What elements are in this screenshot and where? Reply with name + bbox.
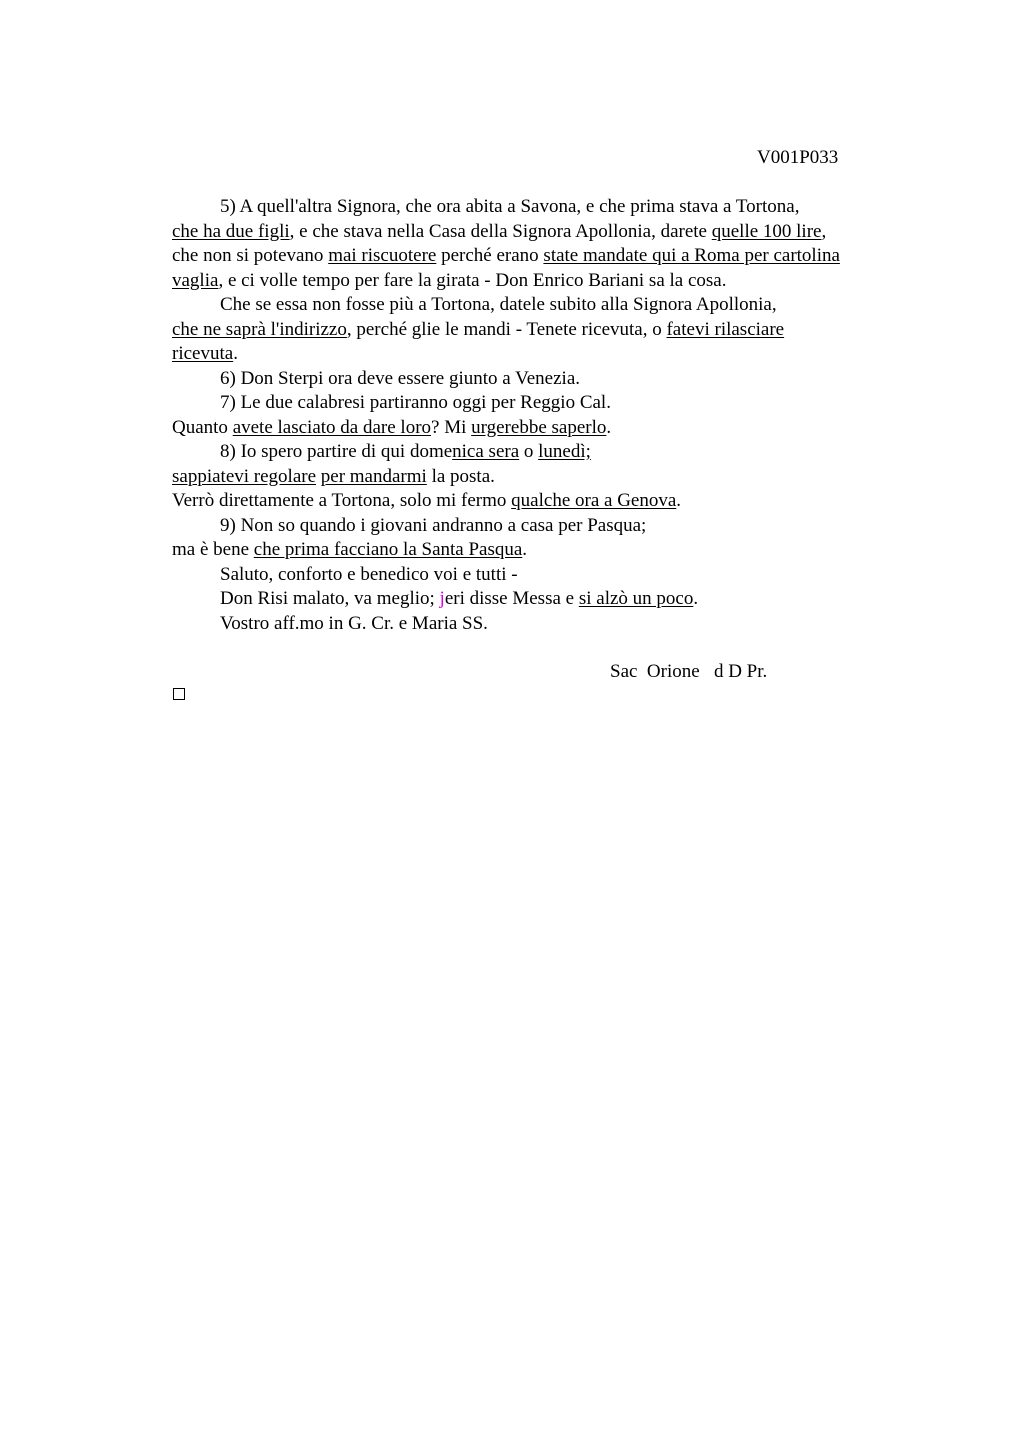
letter-body <box>172 195 912 636</box>
text-segment: 9) Non so quando i giovani andranno a casa per Pasqua; <box>220 514 647 536</box>
text-segment: Verrò direttamente a Tortona, solo mi fermo <box>172 490 512 511</box>
text-segment: . <box>233 343 238 364</box>
text-line <box>172 440 912 465</box>
underlined-text: che ha due figli <box>172 220 290 242</box>
text-segment: . <box>676 490 682 511</box>
text-segment: Quanto <box>172 416 233 438</box>
text-line <box>172 612 912 637</box>
text-segment: , perché glie le mandi - Tenete ricevuta, o <box>346 318 667 340</box>
text-line <box>172 367 912 392</box>
text-line <box>172 416 912 441</box>
underlined-text: qualche ora a Genova <box>511 490 677 511</box>
text-line <box>172 587 912 612</box>
text-segment: 8) Io spero partire di qui dome <box>220 441 453 462</box>
text-segment: ? Mi <box>431 416 472 438</box>
text-segment: 6) Don Sterpi ora deve essere giunto a Venezia. <box>220 367 580 389</box>
text-segment: Don Risi malato, va meglio; <box>220 588 440 609</box>
underlined-text: vaglia <box>172 269 219 291</box>
signature: Sac Orione d D Pr. <box>610 661 768 682</box>
text-segment: ma è bene <box>172 539 254 560</box>
text-segment: , e ci volle tempo per fare la girata - Don Enrico Bariani sa la cosa. <box>218 269 727 291</box>
checkbox-square-icon <box>173 688 185 700</box>
text-segment: Che se essa non fosse più a Tortona, datele subito alla Signora Apollonia, <box>220 294 777 315</box>
text-segment: 5) A quell'altra Signora, che ora abita a Savona, e che prima stava a Tortona, <box>220 196 800 217</box>
text-segment: la posta. <box>426 465 495 487</box>
text-line <box>172 391 912 416</box>
text-segment: eri disse Messa e <box>444 588 579 609</box>
text-segment: o <box>519 441 539 462</box>
text-line <box>172 244 912 269</box>
text-segment: che non si potevano <box>172 245 329 266</box>
underlined-text: per mandarmi <box>320 465 427 487</box>
text-segment: 7) Le due calabresi partiranno oggi per Reggio Cal. <box>220 392 611 413</box>
underlined-text: avete lasciato da dare loro <box>232 416 432 438</box>
text-line <box>172 489 912 514</box>
underlined-text: sappiatevi regolare <box>172 465 317 487</box>
text-line <box>172 538 912 563</box>
text-segment: Vostro aff.mo in G. Cr. e Maria SS. <box>220 612 488 634</box>
text-line <box>172 342 912 367</box>
text-segment: . <box>606 416 612 438</box>
text-line <box>172 269 912 294</box>
text-line <box>172 465 912 490</box>
text-line <box>172 318 912 343</box>
underlined-text: che ne saprà l'indirizzo <box>172 318 347 340</box>
underlined-text: fatevi rilasciare <box>666 318 785 340</box>
page-id: V001P033 <box>757 147 839 168</box>
underlined-text: ricevuta <box>172 343 234 364</box>
text-line <box>172 563 912 588</box>
underlined-text: state mandate qui a Roma per cartolina <box>543 245 840 266</box>
highlighted-text: j <box>439 588 445 609</box>
underlined-text: quelle 100 lire <box>711 220 822 242</box>
text-line <box>172 514 912 539</box>
underlined-text: che prima facciano la Santa Pasqua <box>253 539 523 560</box>
text-segment: , e che stava nella Casa della Signora Apollonia, darete <box>289 220 712 242</box>
text-segment: , <box>821 220 827 242</box>
underlined-text: urgerebbe saperlo <box>471 416 607 438</box>
text-line <box>172 220 912 245</box>
text-line <box>172 293 912 318</box>
text-segment: . <box>693 588 699 609</box>
text-segment: Saluto, conforto e benedico voi e tutti - <box>220 563 518 585</box>
text-segment: perché erano <box>436 245 544 266</box>
underlined-text: lunedì; <box>538 441 591 462</box>
underlined-text: mai riscuotere <box>328 245 437 266</box>
text-line <box>172 195 912 220</box>
underlined-text: nica sera <box>452 441 520 462</box>
underlined-text: si alzò un poco <box>578 588 694 609</box>
text-segment: . <box>522 539 528 560</box>
